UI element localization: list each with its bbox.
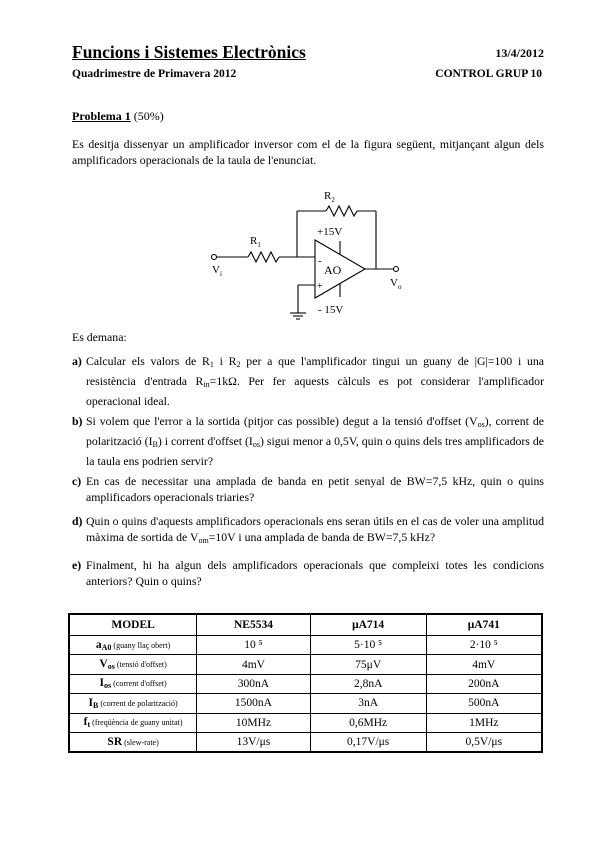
control-label: CONTROL GRUP 10 [435,68,542,80]
value-cell: 1MHz [426,713,542,732]
table-row [69,674,542,693]
opamp-spec-table [68,613,543,753]
vo-label: V [390,277,398,289]
table-row [69,655,542,674]
table-row [69,636,542,655]
question-e: e) Finalment, hi ha algun dels amplificadors operacionals que compleixi totes les condicions anteriors? Quin o quins? [72,558,544,588]
problem-intro: Es desitja dissenyar un amplificador inversor com el de la figura següent, mitjançant algun dels amplificadors operacionals de la taula de l'enunciat. [72,137,544,167]
asks-label: Es demana: [72,330,127,344]
column-header: μA741 [426,614,542,636]
value-cell: 10 ⁵ [197,636,311,655]
problem-label: Problema 1 [72,109,131,123]
question-letter: d) [72,514,83,528]
question-c: c) En cas de necessitar una amplada de banda en petit senyal de BW=7,5 kHz, quin o quins amplificadors operacionals triaries? [72,474,544,504]
value-cell: 5·10 ⁵ [310,636,426,655]
r1-label: R [250,235,258,247]
column-header: MODEL [69,614,197,636]
inverting-amplifier-circuit [200,185,420,325]
r2-sub: 2 [331,196,335,204]
value-cell: 10MHz [197,713,311,732]
question-letter: c) [72,474,82,488]
param-cell: $a_{A0}$ (guany llaç obert) [69,636,197,655]
value-cell: 300nA [197,674,311,693]
column-header: μA714 [310,614,426,636]
param-cell: $I_{os}$ (corrent d'offset) [69,674,197,693]
vi-sub: i [219,270,222,278]
value-cell: 0,5V/μs [426,732,542,752]
question-d: d) Quin o quins d'aquests amplificadors operacionals ens seran útils en el cas de voler una amplitud màxima de sortida de $V_{om}=10V$ i una amplada de banda de BW=7,5 kHz? [72,513,544,549]
vo-terminal [394,267,399,272]
question-letter: a) [72,354,82,368]
r1-sub: 1 [257,241,261,249]
svg-text:Vo [390,277,402,291]
svg-text:R1 [250,235,261,249]
problem-weight: (50%) [133,109,164,123]
question-letter: b) [72,414,83,428]
svg-text:R2 [324,190,335,204]
problem-heading [72,109,164,124]
noninverting-input-sign: + [317,281,323,292]
value-cell: 0,17V/μs [310,732,426,752]
question-b: b) Si volem que l'error a la sortida (pitjor cas possible) degut a la tensió d'offset $(V_{os})$, corrent de polarització $(I_B)$ i corrent d'offset $(I_{os})$ sigui menor a 0,5V, quin o quins dels tres amplificadors de la taula ens podrien servir? [72,414,544,468]
vi-label: V [212,264,220,276]
vi-terminal [212,255,217,260]
table-row [69,694,542,713]
r2-label: R [324,190,332,202]
table-row [69,732,542,752]
value-cell: 13V/μs [197,732,311,752]
table-header-row [69,614,542,636]
positive-supply-label: +15V [317,226,343,238]
value-cell: 0,6MHz [310,713,426,732]
exam-date: 13/4/2012 [495,46,544,60]
column-header: NE5534 [197,614,311,636]
value-cell: 200nA [426,674,542,693]
param-cell: $V_{os}$ (tensió d'offset) [69,655,197,674]
param-cell: $f_t$ (freqüència de guany unitat) [69,713,197,732]
inverting-input-sign: - [318,255,322,267]
value-cell: 4mV [426,655,542,674]
vo-sub: o [397,283,402,291]
question-letter: e) [72,558,82,572]
value-cell: 1500nA [197,694,311,713]
value-cell: 500nA [426,694,542,713]
svg-text:Vi [212,264,222,278]
value-cell: 3nA [310,694,426,713]
r1-resistor [248,252,279,262]
param-cell: SR (slew-rate) [69,732,197,752]
document-title: Funcions i Sistemes Electrònics [72,42,306,62]
table-row [69,713,542,732]
r2-resistor [326,206,357,216]
value-cell: 4mV [197,655,311,674]
opamp-label: AO [324,263,342,277]
negative-supply-label: - 15V [318,304,344,316]
semester-label: Quadrimestre de Primavera 2012 [72,68,237,80]
value-cell: 2,8nA [310,674,426,693]
param-cell: $I_B$ (corrent de polarització) [69,694,197,713]
value-cell: 2·10 ⁵ [426,636,542,655]
value-cell: 75μV [310,655,426,674]
question-a: a) Calcular els valors de $R_1$ i $R_2$ per a que l'amplificador tingui un guany de |G|=100 i una resistència d'entrada $R_{in}=1k\Omega$. Per fer aquests càlculs es pot considerar l'amplificador operacional ideal. [72,354,545,408]
